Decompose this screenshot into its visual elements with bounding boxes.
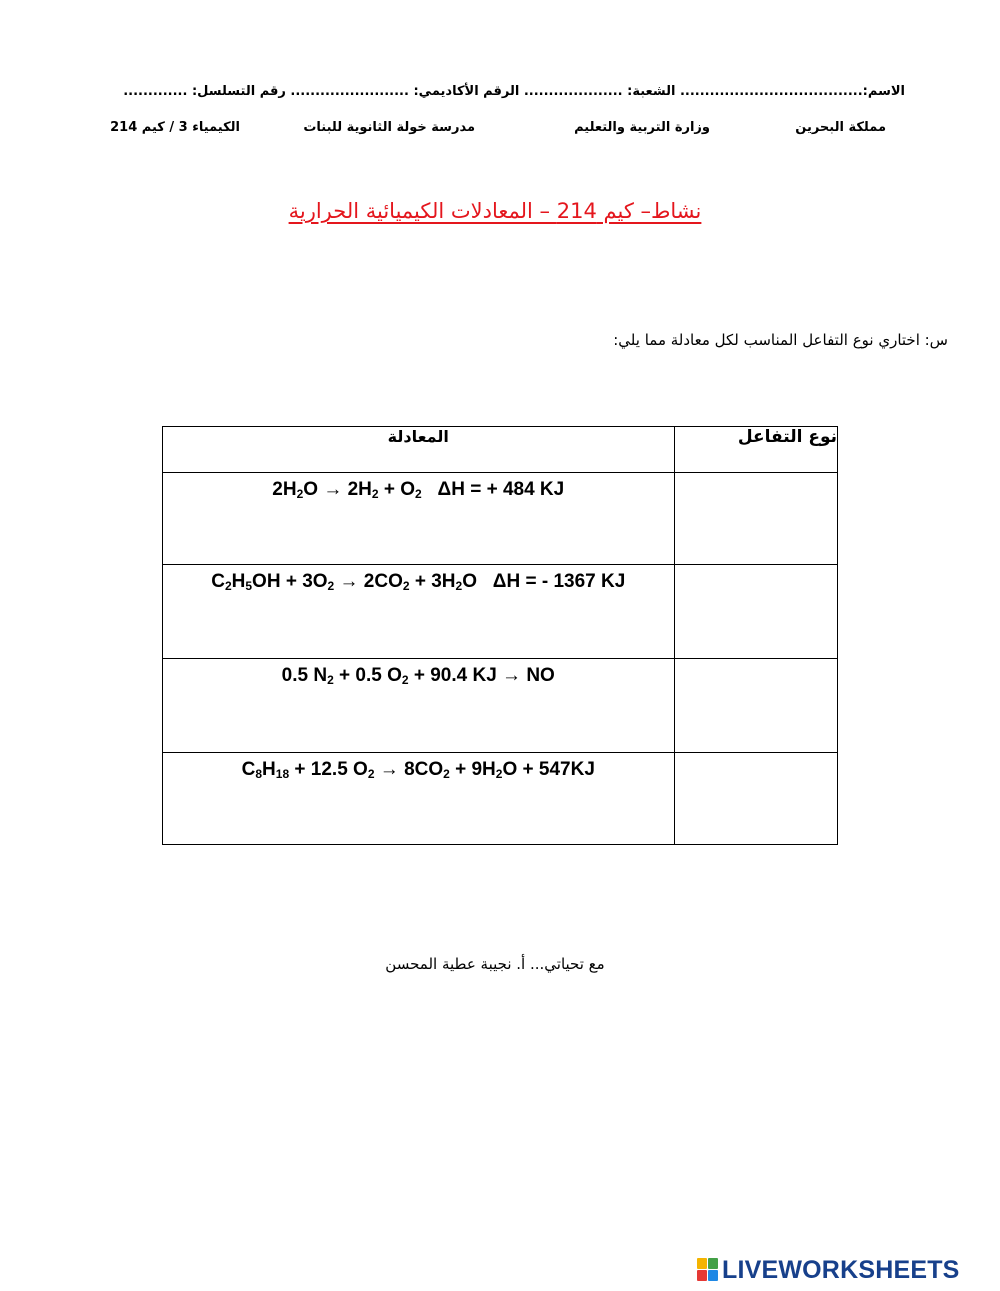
- equation-subscript: 2: [367, 767, 375, 781]
- equation-text: 0.5 N: [281, 665, 328, 686]
- equation-subscript: 2: [371, 487, 379, 501]
- equation-subscript: 2: [401, 673, 409, 687]
- equation-subscript: 2: [443, 767, 450, 781]
- reaction-type-answer-cell[interactable]: [674, 473, 838, 565]
- equation-text: → 2CO: [334, 571, 403, 592]
- equation-subscript: 2: [402, 579, 410, 593]
- equation-text: + 12.5 O: [289, 759, 368, 780]
- reaction-type-answer-cell[interactable]: [674, 565, 838, 659]
- equation-subscript: 2: [327, 673, 334, 687]
- equation-subscript: 18: [275, 767, 290, 781]
- reaction-type-answer-cell[interactable]: [674, 659, 838, 753]
- liveworksheets-logo[interactable]: [697, 1256, 997, 1286]
- liveworksheets-logo-icon: [697, 1258, 719, 1282]
- equation-text: OH + 3O: [252, 571, 328, 592]
- equation-text: + O: [378, 479, 416, 500]
- equation-subscript: 5: [245, 579, 253, 593]
- equation-subscript: 2: [296, 487, 304, 501]
- kingdom-label: مملكة البحرين: [795, 120, 886, 135]
- equation-text: O → 2H: [303, 479, 372, 500]
- equation-subscript: 2: [327, 579, 335, 593]
- page-title: نشاط– كيم 214 – المعادلات الكيميائية الحرارية: [288, 199, 702, 223]
- school-label: مدرسة خولة الثانوية للبنات: [303, 120, 475, 135]
- equation-text: + 90.4 KJ → NO: [408, 665, 555, 686]
- liveworksheets-logo-text: LIVEWORKSHEETS: [722, 1256, 960, 1284]
- table-row: [163, 753, 838, 845]
- equation-subscript: 2: [495, 767, 503, 781]
- equation-text: + 0.5 O: [333, 665, 402, 686]
- equation-subscript: 2: [455, 579, 463, 593]
- logo-square-icon: [708, 1270, 718, 1281]
- equation: [163, 659, 674, 687]
- equation: [163, 753, 674, 781]
- reaction-type-answer-cell[interactable]: [674, 753, 838, 845]
- ministry-label: وزارة التربية والتعليم: [574, 120, 710, 135]
- student-info-line: الاسم:..................................... الشعبة: .................... الرقم الأكاديمي: ........................ رقم التسلسل: .............: [123, 84, 905, 99]
- logo-square-icon: [697, 1270, 707, 1281]
- logo-square-icon: [697, 1258, 707, 1269]
- logo-square-icon: [708, 1258, 718, 1269]
- table-row: [163, 659, 838, 753]
- teacher-signature: مع تحياتي... أ. نجيبة عطية المحسن: [385, 955, 605, 973]
- reaction-type-column-header: نوع التفاعل: [674, 427, 838, 473]
- course-label: الكيمياء 3 / كيم 214: [110, 120, 240, 135]
- table-row: [163, 473, 838, 565]
- equation-text: ΔH = + 484 KJ: [421, 479, 565, 500]
- equation-text: C: [211, 571, 225, 592]
- equation-text: 2H: [272, 479, 297, 500]
- equation-text: + 3H: [409, 571, 456, 592]
- equations-table: [162, 426, 838, 845]
- question-text: س: اختاري نوع التفاعل المناسب لكل معادلة مما يلي:: [613, 331, 948, 349]
- equation-subscript: 2: [415, 487, 422, 501]
- equation-text: + 9H: [449, 759, 496, 780]
- table-header-row: [163, 427, 838, 473]
- equation-text: C: [241, 759, 256, 780]
- equation-text: → 8CO: [374, 759, 444, 780]
- equation-text: H: [231, 571, 246, 592]
- equation-column-header: المعادلة: [163, 427, 675, 473]
- equation-text: H: [262, 759, 276, 780]
- equation: [163, 473, 674, 501]
- equation-text: O ΔH = - 1367 KJ: [462, 571, 626, 592]
- equation-subscript: 8: [255, 767, 263, 781]
- equation: [163, 565, 674, 593]
- table-row: [163, 565, 838, 659]
- equation-text: O + 547KJ: [502, 759, 595, 780]
- equation-subscript: 2: [224, 579, 232, 593]
